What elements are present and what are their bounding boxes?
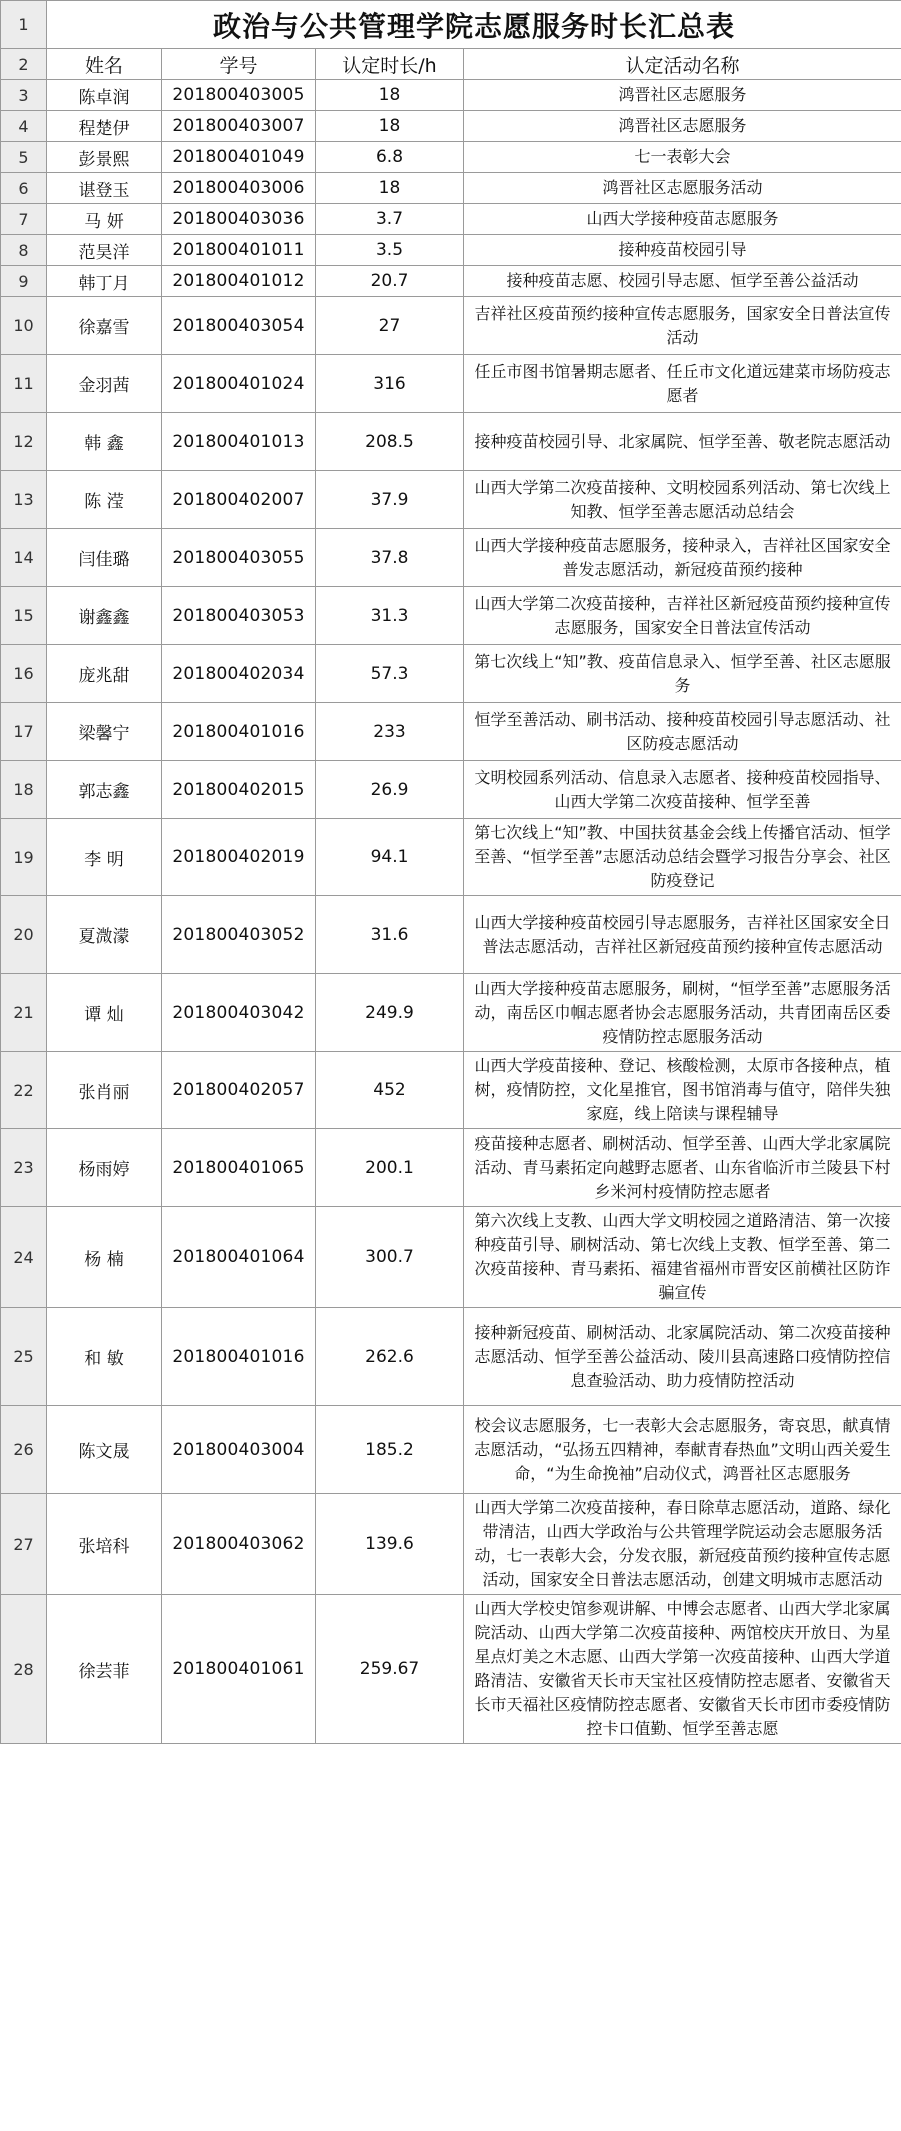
cell-student-id[interactable]: 201800401061 (162, 1595, 316, 1744)
row-number[interactable]: 15 (1, 587, 47, 645)
cell-hours[interactable]: 200.1 (316, 1129, 464, 1207)
table-row (1, 1052, 901, 1129)
title-row (1, 1, 901, 49)
cell-hours[interactable]: 208.5 (316, 413, 464, 471)
cell-name[interactable]: 程楚伊 (47, 111, 162, 142)
cell-activities[interactable]: 山西大学接种疫苗校园引导志愿服务，吉祥社区国家安全日普法志愿活动，吉祥社区新冠疫苗预约接种宣传志愿活动 (464, 896, 901, 974)
cell-student-id[interactable]: 201800401013 (162, 413, 316, 471)
cell-hours[interactable]: 94.1 (316, 819, 464, 896)
row-number[interactable]: 12 (1, 413, 47, 471)
row-number[interactable]: 17 (1, 703, 47, 761)
cell-hours[interactable]: 316 (316, 355, 464, 413)
cell-hours[interactable]: 139.6 (316, 1494, 464, 1595)
cell-name[interactable]: 梁馨宁 (47, 703, 162, 761)
header-activities[interactable]: 认定活动名称 (464, 49, 901, 80)
cell-name[interactable]: 李 明 (47, 819, 162, 896)
table-row (1, 111, 901, 142)
table-row (1, 173, 901, 204)
cell-student-id[interactable]: 201800403054 (162, 297, 316, 355)
cell-hours[interactable]: 3.5 (316, 235, 464, 266)
cell-student-id[interactable]: 201800403055 (162, 529, 316, 587)
header-student-id[interactable]: 学号 (162, 49, 316, 80)
cell-name[interactable]: 庞兆甜 (47, 645, 162, 703)
cell-activities[interactable]: 接种疫苗校园引导 (464, 235, 901, 266)
table-row (1, 587, 901, 645)
cell-name[interactable]: 韩 鑫 (47, 413, 162, 471)
row-number[interactable]: 8 (1, 235, 47, 266)
row-number[interactable]: 27 (1, 1494, 47, 1595)
row-number[interactable]: 2 (1, 49, 47, 80)
table-row (1, 142, 901, 173)
cell-activities[interactable]: 鸿晋社区志愿服务 (464, 80, 901, 111)
cell-name[interactable]: 杨 楠 (47, 1207, 162, 1308)
row-number[interactable]: 10 (1, 297, 47, 355)
cell-name[interactable]: 杨雨婷 (47, 1129, 162, 1207)
row-number[interactable]: 28 (1, 1595, 47, 1744)
row-number[interactable]: 19 (1, 819, 47, 896)
table-row (1, 1494, 901, 1595)
cell-activities[interactable]: 接种疫苗校园引导、北家属院、恒学至善、敬老院志愿活动 (464, 413, 901, 471)
table-row (1, 204, 901, 235)
cell-student-id[interactable]: 201800402015 (162, 761, 316, 819)
cell-name[interactable]: 郭志鑫 (47, 761, 162, 819)
cell-activities[interactable]: 山西大学第二次疫苗接种、文明校园系列活动、第七次线上知教、恒学至善志愿活动总结会 (464, 471, 901, 529)
cell-activities[interactable]: 文明校园系列活动、信息录入志愿者、接种疫苗校园指导、山西大学第二次疫苗接种、恒学至善 (464, 761, 901, 819)
cell-hours[interactable]: 300.7 (316, 1207, 464, 1308)
cell-hours[interactable]: 20.7 (316, 266, 464, 297)
row-number[interactable]: 11 (1, 355, 47, 413)
cell-name[interactable]: 陈卓润 (47, 80, 162, 111)
cell-activities[interactable]: 第七次线上“知”教、疫苗信息录入、恒学至善、社区志愿服务 (464, 645, 901, 703)
cell-activities[interactable]: 鸿晋社区志愿服务 (464, 111, 901, 142)
table-row (1, 703, 901, 761)
table-row (1, 80, 901, 111)
cell-student-id[interactable]: 201800401016 (162, 703, 316, 761)
cell-hours[interactable]: 27 (316, 297, 464, 355)
cell-name[interactable]: 张培科 (47, 1494, 162, 1595)
cell-activities[interactable]: 第七次线上“知”教、中国扶贫基金会线上传播官活动、恒学至善、“恒学至善”志愿活动总结会暨学习报告分享会、社区防疫登记 (464, 819, 901, 896)
row-number[interactable]: 23 (1, 1129, 47, 1207)
cell-student-id[interactable]: 201800402034 (162, 645, 316, 703)
row-number[interactable]: 3 (1, 80, 47, 111)
cell-name[interactable]: 徐芸菲 (47, 1595, 162, 1744)
cell-activities[interactable]: 疫苗接种志愿者、刷树活动、恒学至善、山西大学北家属院活动、青马素拓定向越野志愿者、山东省临沂市兰陵县下村乡米河村疫情防控志愿者 (464, 1129, 901, 1207)
table-row (1, 413, 901, 471)
cell-activities[interactable]: 吉祥社区疫苗预约接种宣传志愿服务，国家安全日普法宣传活动 (464, 297, 901, 355)
cell-student-id[interactable]: 201800403052 (162, 896, 316, 974)
cell-student-id[interactable]: 201800403062 (162, 1494, 316, 1595)
table-title[interactable]: 政治与公共管理学院志愿服务时长汇总表 (47, 1, 901, 49)
cell-name[interactable]: 夏溦濛 (47, 896, 162, 974)
cell-name[interactable]: 陈文晟 (47, 1406, 162, 1494)
cell-student-id[interactable]: 201800403005 (162, 80, 316, 111)
row-number[interactable]: 6 (1, 173, 47, 204)
cell-hours[interactable]: 18 (316, 80, 464, 111)
header-name[interactable]: 姓名 (47, 49, 162, 80)
cell-activities[interactable]: 山西大学接种疫苗志愿服务，刷树，“恒学至善”志愿服务活动，南岳区巾帼志愿者协会志愿服务活动，共青团南岳区委疫情防控志愿服务活动 (464, 974, 901, 1052)
cell-name[interactable]: 谢鑫鑫 (47, 587, 162, 645)
table-row (1, 1308, 901, 1406)
cell-activities[interactable]: 山西大学接种疫苗志愿服务 (464, 204, 901, 235)
table-row (1, 761, 901, 819)
cell-student-id[interactable]: 201800401012 (162, 266, 316, 297)
cell-activities[interactable]: 山西大学第二次疫苗接种，春日除草志愿活动，道路、绿化带清洁，山西大学政治与公共管理学院运动会志愿服务活动，七一表彰大会，分发衣服，新冠疫苗预约接种宣传志愿活动，国家安全日普法志愿活动，创建文明城市志愿活动 (464, 1494, 901, 1595)
cell-student-id[interactable]: 201800403007 (162, 111, 316, 142)
row-number[interactable]: 4 (1, 111, 47, 142)
row-number[interactable]: 18 (1, 761, 47, 819)
cell-student-id[interactable]: 201800402007 (162, 471, 316, 529)
cell-student-id[interactable]: 201800401011 (162, 235, 316, 266)
cell-student-id[interactable]: 201800403053 (162, 587, 316, 645)
cell-hours[interactable]: 262.6 (316, 1308, 464, 1406)
cell-student-id[interactable]: 201800402019 (162, 819, 316, 896)
row-number[interactable]: 16 (1, 645, 47, 703)
row-number[interactable]: 20 (1, 896, 47, 974)
cell-student-id[interactable]: 201800403042 (162, 974, 316, 1052)
header-hours[interactable]: 认定时长/h (316, 49, 464, 80)
table-row (1, 1406, 901, 1494)
row-number[interactable]: 7 (1, 204, 47, 235)
cell-activities[interactable]: 第六次线上支教、山西大学文明校园之道路清洁、第一次接种疫苗引导、刷树活动、第七次线上支教、恒学至善、第二次疫苗接种、青马素拓、福建省福州市晋安区前横社区防诈骗宣传 (464, 1207, 901, 1308)
cell-activities[interactable]: 接种疫苗志愿、校园引导志愿、恒学至善公益活动 (464, 266, 901, 297)
cell-name[interactable]: 和 敏 (47, 1308, 162, 1406)
row-number[interactable]: 13 (1, 471, 47, 529)
cell-activities[interactable]: 山西大学疫苗接种、登记、核酸检测，太原市各接种点，植树，疫情防控，文化星推官，图书馆消毒与值守，陪伴失独家庭，线上陪读与课程辅导 (464, 1052, 901, 1129)
cell-hours[interactable]: 452 (316, 1052, 464, 1129)
row-number[interactable]: 5 (1, 142, 47, 173)
cell-student-id[interactable]: 201800401016 (162, 1308, 316, 1406)
cell-activities[interactable]: 接种新冠疫苗、刷树活动、北家属院活动、第二次疫苗接种志愿活动、恒学至善公益活动、陵川县高速路口疫情防控信息查验活动、助力疫情防控活动 (464, 1308, 901, 1406)
row-number[interactable]: 14 (1, 529, 47, 587)
cell-student-id[interactable]: 201800401065 (162, 1129, 316, 1207)
table-row (1, 266, 901, 297)
table-row (1, 896, 901, 974)
cell-name[interactable]: 谭 灿 (47, 974, 162, 1052)
cell-student-id[interactable]: 201800401024 (162, 355, 316, 413)
cell-hours[interactable]: 185.2 (316, 1406, 464, 1494)
cell-student-id[interactable]: 201800403006 (162, 173, 316, 204)
header-row (1, 49, 901, 80)
table-row (1, 235, 901, 266)
cell-name[interactable]: 张肖丽 (47, 1052, 162, 1129)
row-number[interactable]: 25 (1, 1308, 47, 1406)
cell-name[interactable]: 谌登玉 (47, 173, 162, 204)
cell-name[interactable]: 陈 滢 (47, 471, 162, 529)
cell-hours[interactable]: 3.7 (316, 204, 464, 235)
cell-activities[interactable]: 鸿晋社区志愿服务活动 (464, 173, 901, 204)
cell-activities[interactable]: 山西大学校史馆参观讲解、中博会志愿者、山西大学北家属院活动、山西大学第二次疫苗接种、两馆校庆开放日、为星星点灯美之木志愿、山西大学第一次疫苗接种、山西大学道路清洁、安徽省天长市天宝社区疫情防控志愿者、安徽省天长市天福社区疫情防控志愿者、安徽省天长市团市委疫情防控卡口值勤、恒学至善志愿 (464, 1595, 901, 1744)
cell-hours[interactable]: 26.9 (316, 761, 464, 819)
cell-hours[interactable]: 6.8 (316, 142, 464, 173)
cell-student-id[interactable]: 201800401049 (162, 142, 316, 173)
cell-name[interactable]: 彭景熙 (47, 142, 162, 173)
row-number[interactable]: 21 (1, 974, 47, 1052)
cell-name[interactable]: 范昊洋 (47, 235, 162, 266)
cell-name[interactable]: 韩丁月 (47, 266, 162, 297)
cell-hours[interactable]: 31.6 (316, 896, 464, 974)
row-number[interactable]: 22 (1, 1052, 47, 1129)
cell-activities[interactable]: 恒学至善活动、刷书活动、接种疫苗校园引导志愿活动、社区防疫志愿活动 (464, 703, 901, 761)
row-number[interactable]: 24 (1, 1207, 47, 1308)
cell-name[interactable]: 马 妍 (47, 204, 162, 235)
cell-hours[interactable]: 18 (316, 173, 464, 204)
cell-hours[interactable]: 31.3 (316, 587, 464, 645)
cell-activities[interactable]: 任丘市图书馆暑期志愿者、任丘市文化道远建菜市场防疫志愿者 (464, 355, 901, 413)
cell-student-id[interactable]: 201800403004 (162, 1406, 316, 1494)
cell-name[interactable]: 金羽茜 (47, 355, 162, 413)
cell-hours[interactable]: 37.8 (316, 529, 464, 587)
cell-activities[interactable]: 校会议志愿服务，七一表彰大会志愿服务，寄哀思，献真情志愿活动，“弘扬五四精神，奉献青春热血”文明山西关爱生命，“为生命挽袖”启动仪式，鸿晋社区志愿服务 (464, 1406, 901, 1494)
table-row (1, 529, 901, 587)
cell-name[interactable]: 徐嘉雪 (47, 297, 162, 355)
table-row (1, 297, 901, 355)
cell-hours[interactable]: 37.9 (316, 471, 464, 529)
cell-activities[interactable]: 山西大学第二次疫苗接种，吉祥社区新冠疫苗预约接种宣传志愿服务，国家安全日普法宣传活动 (464, 587, 901, 645)
cell-hours[interactable]: 18 (316, 111, 464, 142)
table-row (1, 974, 901, 1052)
row-number[interactable]: 1 (1, 1, 47, 49)
cell-hours[interactable]: 249.9 (316, 974, 464, 1052)
cell-activities[interactable]: 七一表彰大会 (464, 142, 901, 173)
cell-hours[interactable]: 57.3 (316, 645, 464, 703)
cell-student-id[interactable]: 201800401064 (162, 1207, 316, 1308)
table-row (1, 355, 901, 413)
cell-hours[interactable]: 233 (316, 703, 464, 761)
table-row (1, 819, 901, 896)
cell-student-id[interactable]: 201800402057 (162, 1052, 316, 1129)
table-row (1, 1595, 901, 1744)
cell-activities[interactable]: 山西大学接种疫苗志愿服务，接种录入，吉祥社区国家安全普发志愿活动，新冠疫苗预约接种 (464, 529, 901, 587)
table-row (1, 645, 901, 703)
cell-student-id[interactable]: 201800403036 (162, 204, 316, 235)
table-row (1, 1129, 901, 1207)
row-number[interactable]: 26 (1, 1406, 47, 1494)
cell-hours[interactable]: 259.67 (316, 1595, 464, 1744)
table-row (1, 471, 901, 529)
table-row (1, 1207, 901, 1308)
row-number[interactable]: 9 (1, 266, 47, 297)
cell-name[interactable]: 闫佳璐 (47, 529, 162, 587)
